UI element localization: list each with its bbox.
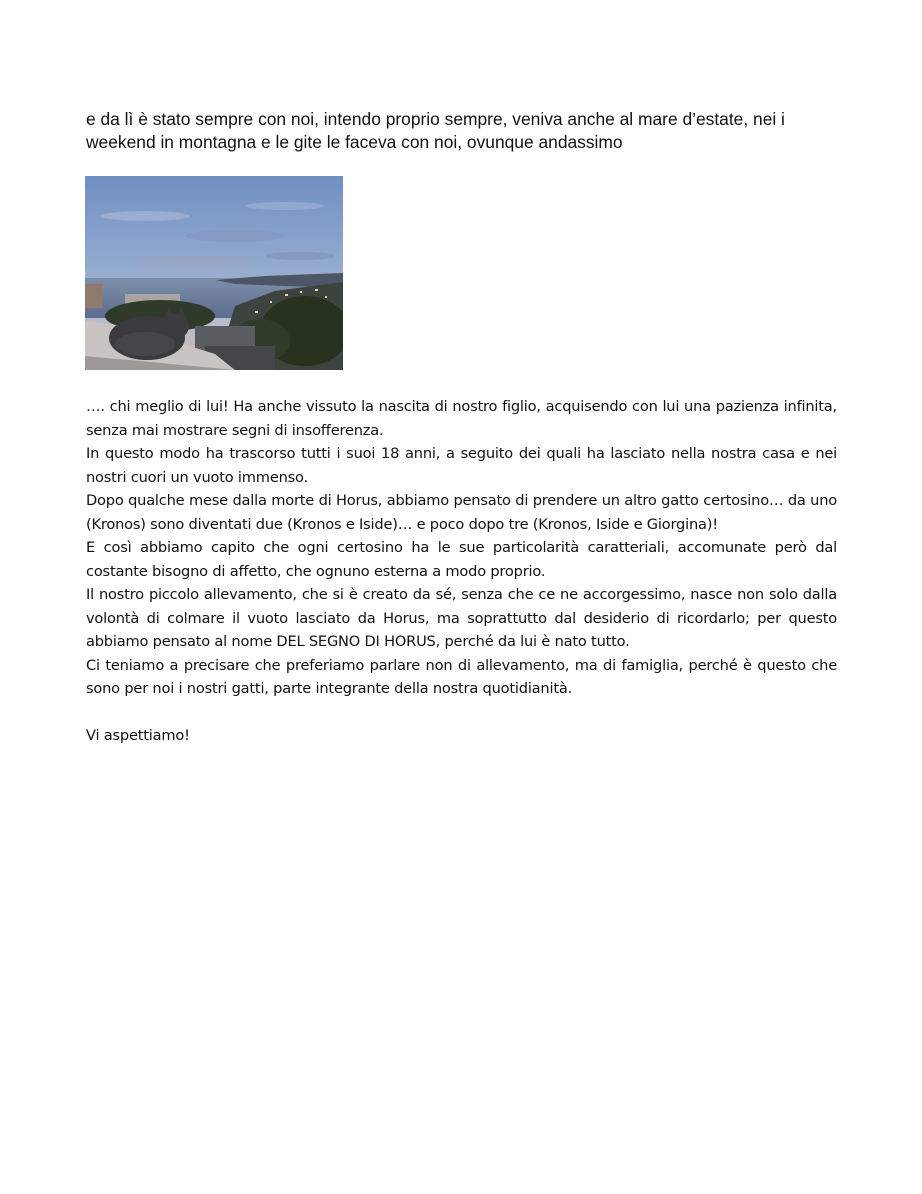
body-text [86, 395, 837, 748]
intro-paragraph: e da lì è stato sempre con noi, intendo proprio sempre, veniva anche al mare d’estate, nei i weekend in montagna e le gite le faceva con noi, ovunque andassimo [86, 109, 785, 152]
paragraph: E così abbiamo capito che ogni certosino ha le sue particolarità caratteriali, accomunate però dal costante bisogno di affetto, che ognuno esterna a modo proprio. [86, 539, 837, 580]
paragraph: Il nostro piccolo allevamento, che si è creato da sé, senza che ce ne accorgessimo, nasce non solo dalla volontà di colmare il vuoto lasciato da Horus, ma soprattutto dal desiderio di ricordarlo; per questo abbiamo pensato al nome DEL SEGNO DI HORUS, perché da lui è nato tutto. [86, 586, 837, 650]
closing-line: Vi aspettiamo! [86, 727, 190, 744]
paragraph: Dopo qualche mese dalla morte di Horus, abbiamo pensato di prendere un altro gatto certosino… da uno (Kronos) sono diventati due (Kronos e Iside)… e poco dopo tre (Kronos, Iside e Giorgina)! [86, 492, 837, 533]
paragraph: Ci teniamo a precisare che preferiamo parlare non di allevamento, ma di famiglia, perché è questo che sono per noi i nostri gatti, parte integrante della nostra quotidianità. [86, 656, 837, 697]
cat-photo-icon [85, 176, 343, 370]
paragraph: In questo modo ha trascorso tutti i suoi 18 anni, a seguito dei quali ha lasciato nella nostra casa e nei nostri cuori un vuoto immenso. [86, 445, 837, 486]
paragraph: …. chi meglio di lui! Ha anche vissuto la nascita di nostro figlio, acquisendo con lui una pazienza infinita, senza mai mostrare segni di insofferenza. [86, 398, 837, 439]
